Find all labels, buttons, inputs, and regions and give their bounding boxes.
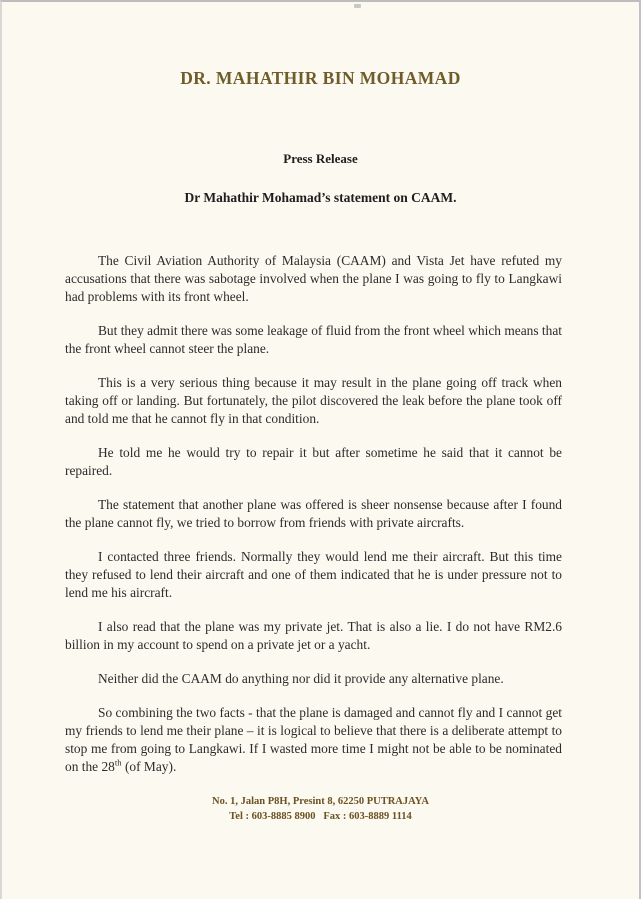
letterhead-footer <box>2 794 639 824</box>
body-paragraph: I also read that the plane was my private jet. That is also a lie. I do not have RM2.6 billion in my account to spend on a private jet or a yacht. <box>65 619 562 652</box>
body-paragraph: Neither did the CAAM do anything nor did it provide any alternative plane. <box>98 671 504 686</box>
footer-address: No. 1, Jalan P8H, Presint 8, 62250 PUTRAJAYA <box>212 796 429 807</box>
body-paragraph: But they admit there was some leakage of fluid from the front wheel which means that the front wheel cannot steer the plane. <box>65 323 562 356</box>
body-paragraph <box>65 704 562 776</box>
statement-title: Dr Mahathir Mohamad’s statement on CAAM. <box>184 190 457 205</box>
body-paragraph: This is a very serious thing because it may result in the plane going off track when taking off or landing. But fortunately, the pilot discovered the leak before the plane took off and told me that he cannot fly in that condition. <box>65 375 562 426</box>
letter-body <box>2 252 639 776</box>
press-release-label: Press Release <box>283 151 358 166</box>
body-paragraph: I contacted three friends. Normally they would lend me their aircraft. But this time they refused to lend their aircraft and one of them indicated that he is under pressure not to lend me his aircraft. <box>65 549 562 600</box>
paragraph-text: So combining the two facts - that the plane is damaged and cannot fly and I cannot get my friends to lend me their plane – it is logical to believe that there is a deliberate attempt to stop me from going to Langkawi. If I wasted more time I might not be able to be nominated on the 28 <box>65 705 562 774</box>
footer-contact: Tel : 603-8885 8900 Fax : 603-8889 1114 <box>229 811 412 822</box>
letterhead-title: DR. MAHATHIR BIN MOHAMAD <box>180 68 461 88</box>
body-paragraph: He told me he would try to repair it but after sometime he said that it cannot be repaired. <box>65 445 562 478</box>
scan-speck <box>354 4 361 8</box>
ordinal-superscript: th <box>114 757 122 768</box>
paragraph-text: (of May). <box>121 759 177 774</box>
body-paragraph: The Civil Aviation Authority of Malaysia (CAAM) and Vista Jet have refuted my accusations that there was sabotage involved when the plane I was going to fly to Langkawi had problems with its front wheel. <box>65 253 562 304</box>
body-paragraph: The statement that another plane was offered is sheer nonsense because after I found the plane cannot fly, we tried to borrow from friends with private aircrafts. <box>65 497 562 530</box>
